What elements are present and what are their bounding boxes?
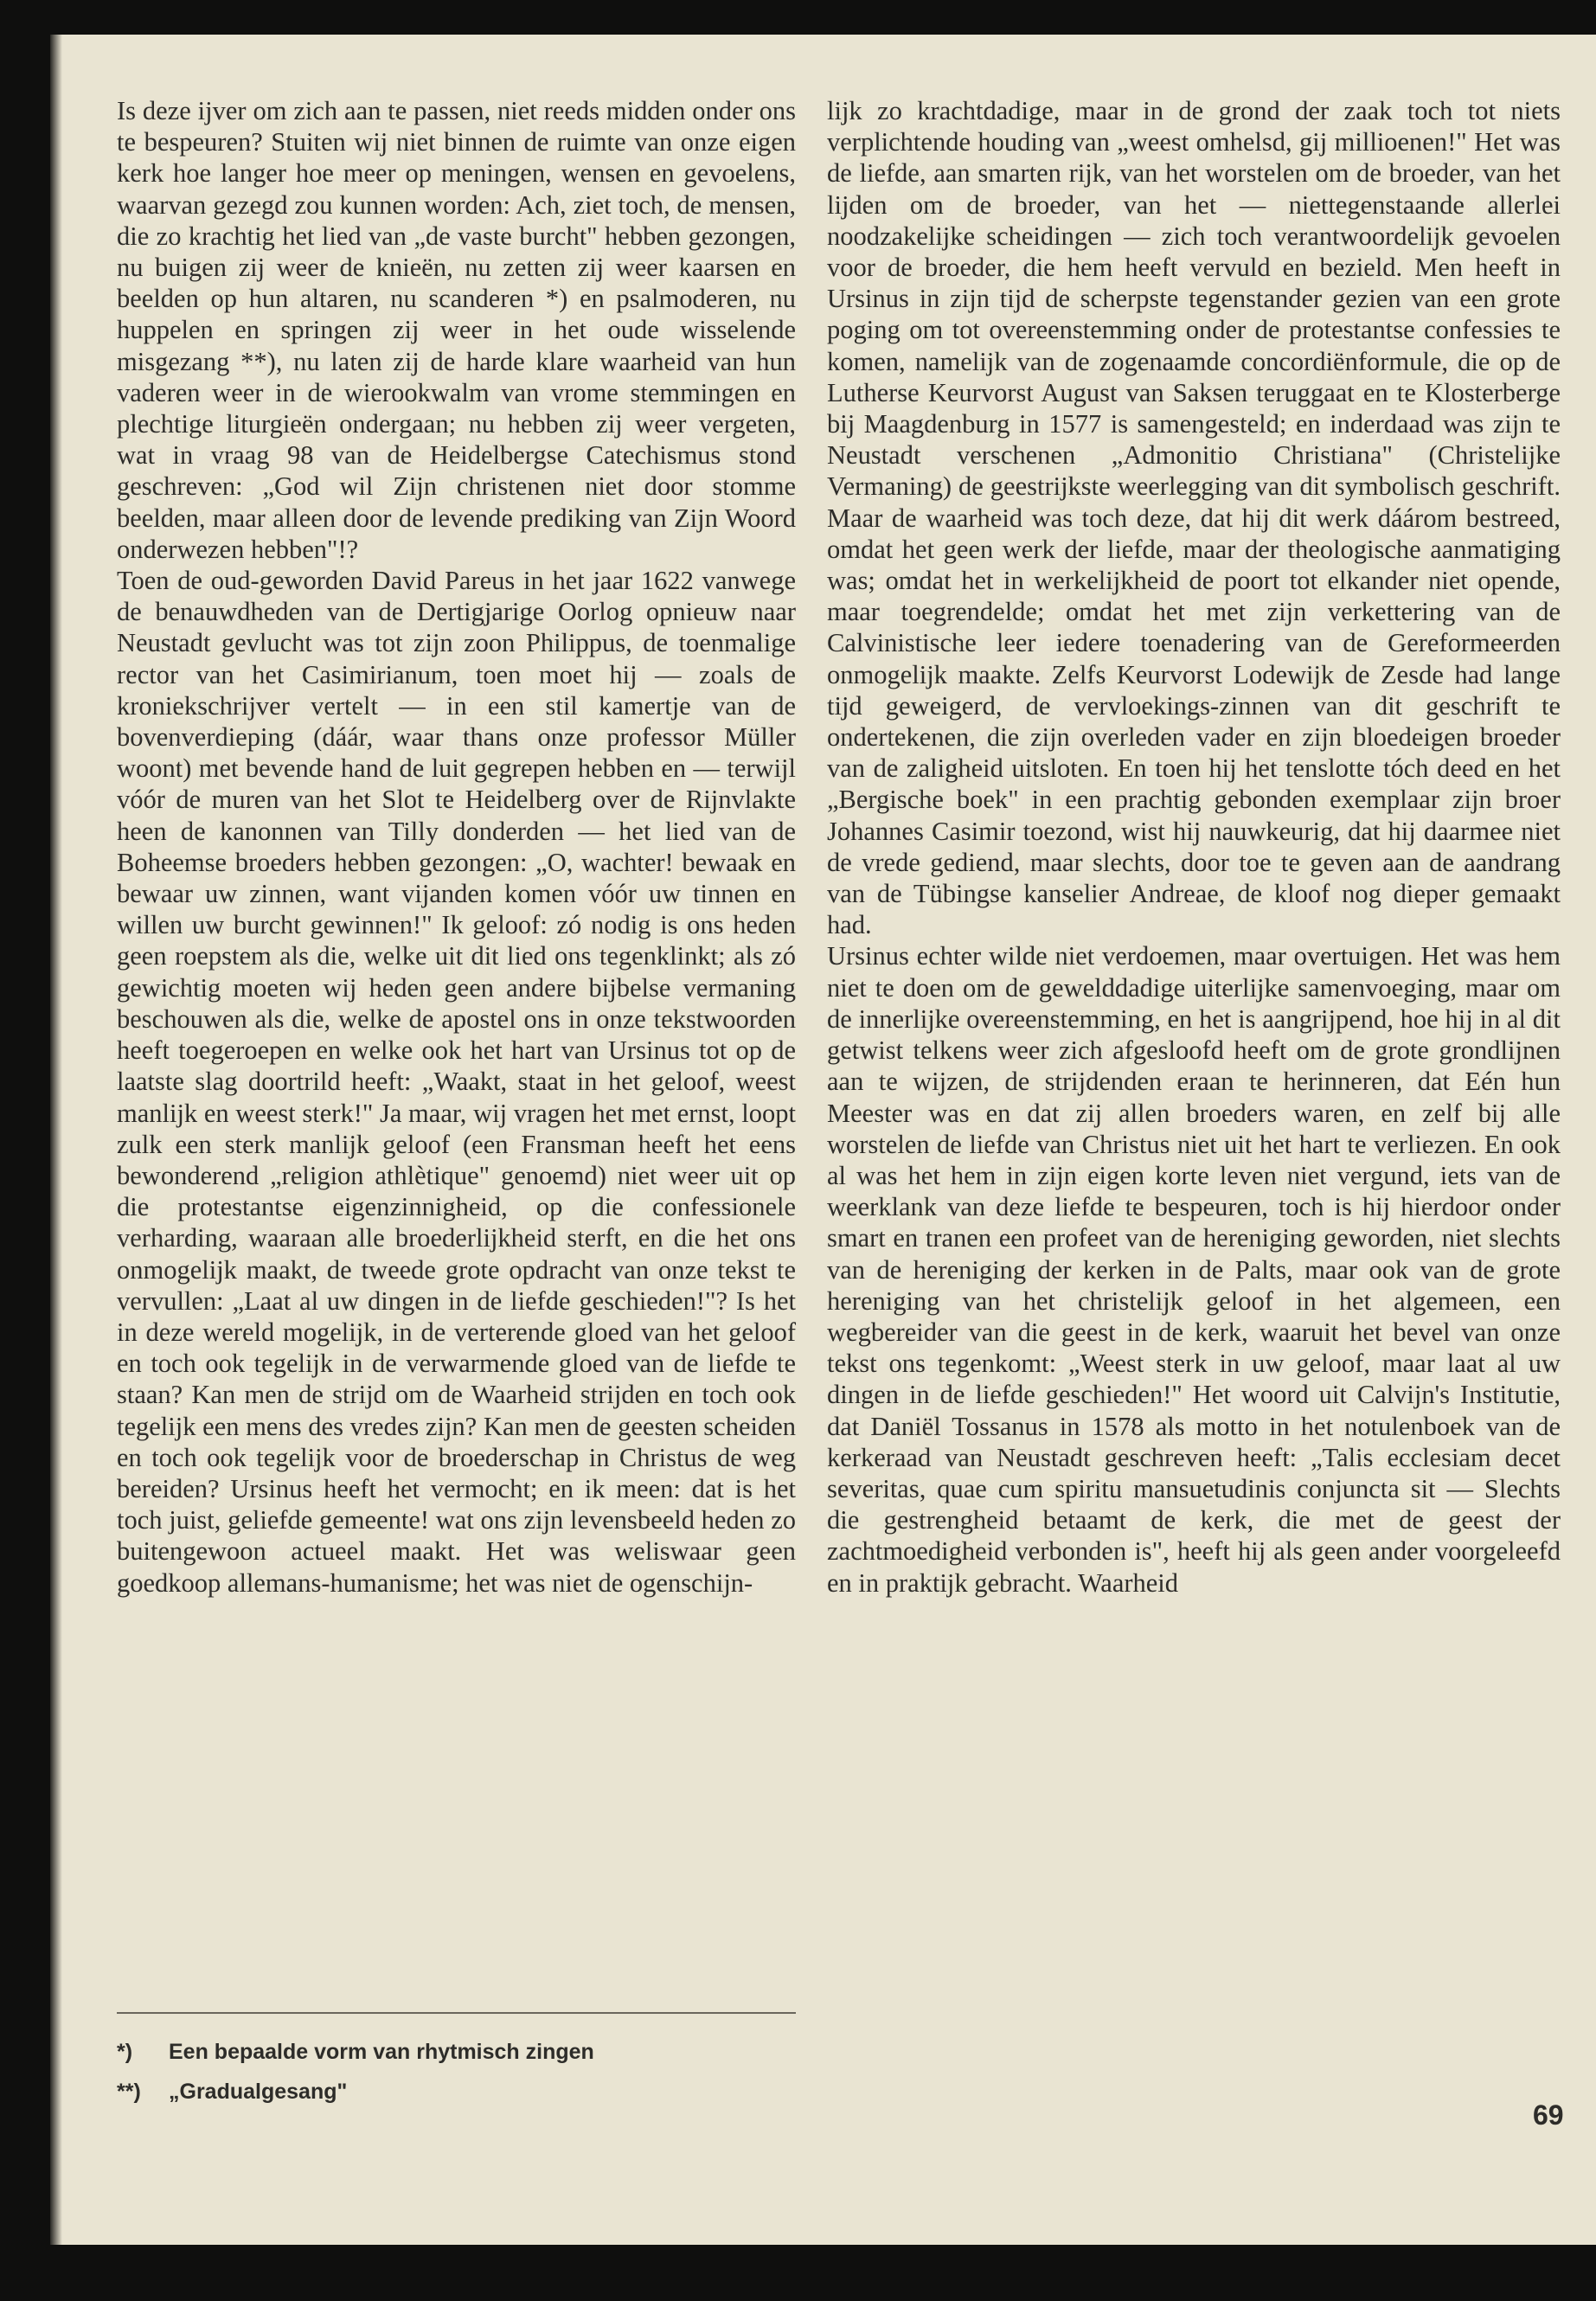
footnote-divider bbox=[117, 2012, 796, 2014]
paragraph: lijk zo krachtdadige, maar in de grond der zaak toch tot niets verplichtende houding van „weest omhelsd, gij millioenen!" Het was de liefde, aan smarten rijk, van het worstelen om de broeder, van het lijden om de broeder, van het — niettegenstaande allerlei noodzakelijke scheidingen — zich toch verantwoordelijk gevoelen voor de broeder, die hem heeft vervuld en bezield. Men heeft in Ursinus in zijn tijd de scherpste tegenstander gezien van een grote poging om tot overeenstemming onder de protestantse confessies te komen, namelijk van de zogenaamde concordiënformule, die op de Lutherse Keurvorst August van Saksen teruggaat en te Klosterberge bij Maagdenburg in 1577 is samengesteld; en inderdaad was zijn te Neustadt verschenen „Admonitio Christiana" (Christelijke Vermaning) de geestrijkste weerlegging van dit symbolisch geschrift. Maar de waarheid was toch deze, dat hij dit werk dáárom bestreed, omdat het geen werk der liefde, maar der theologische aanmatiging was; omdat het in werkelijkheid de poort tot elkander niet opende, maar toegrendelde; omdat het met zijn verkettering van de Calvinistische leer iedere toenadering van de Gereformeerden onmogelijk maakte. Zelfs Keurvorst Lodewijk de Zesde had lange tijd geweigerd, de vervloekings-zinnen van dit geschrift te ondertekenen, die zijn overleden vader en zijn bloedeigen broeder van de zaligheid uitsloten. En toen hij het tenslotte tóch deed en het „Bergische boek" in een prachtig gebonden exemplaar zijn broer Johannes Casimir toezond, wist hij nauwkeurig, dat hij daarmee niet de vrede gediend, maar slechts, door toe te geven aan de aandrang van de Tübingse kanselier Andreae, de kloof nog dieper gemaakt had. bbox=[827, 96, 1561, 940]
page-number: 69 bbox=[1533, 2099, 1564, 2131]
paragraph: Is deze ijver om zich aan te passen, niet reeds midden onder ons te bespeuren? Stuiten wij niet binnen de ruimte van onze eigen kerk hoe langer hoe meer op meningen, wensen en gevoelens, waarvan gezegd zou kunnen worden: Ach, ziet toch, de mensen, die zo krachtig het lied van „de vaste burcht" hebben gezongen, nu buigen zij weer de knieën, nu zetten zij weer kaarsen en beelden op hun altaren, nu scanderen *) en psalmoderen, nu huppelen en springen zij weer in het oude wisselende misgezang **), nu laten zij de harde klare waarheid van hun vaderen weer in de wierookwalm van vrome stemmingen en plechtige liturgieën ondergaan; nu hebben zij weer vergeten, wat in vraag 98 van de Heidelbergse Catechismus stond geschreven: „God wil Zijn christenen niet door stomme beelden, maar alleen door de levende prediking van Zijn Woord onderwezen hebben"!? bbox=[117, 96, 796, 564]
footnote bbox=[117, 2080, 796, 2105]
footnote-text: „Gradualgesang" bbox=[169, 2080, 348, 2104]
page bbox=[50, 35, 1596, 2245]
right-column bbox=[827, 95, 1561, 1599]
paragraph: Ursinus echter wilde niet verdoemen, maar overtuigen. Het was hem niet te doen om de gewelddadige uiterlijke samenvoeging, maar om de innerlijke overeenstemming, en het is aangrijpend, hoe hij in al dit getwist telkens weer zich afgesloofd heeft om de grote grondlijnen aan te wijzen, de strijdenden eraan te herinneren, dat Eén hun Meester was en dat zij allen broeders waren, en zelf bij alle worstelen de liefde van Christus niet uit het hart te verliezen. En ook al was het hem in zijn eigen korte leven niet vergund, iets van de weerklank van deze liefde te bespeuren, toch is hij hierdoor onder smart en tranen een profeet van de hereniging geworden, niet slechts van de hereniging der kerken in de Palts, maar ook van de grote hereniging van het christelijk geloof in het algemeen, een wegbereider van die geest in de kerk, waaruit het bevel van onze tekst ons tegenkomt: „Weest sterk in uw geloof, maar laat al uw dingen in de liefde geschieden!" Het woord uit Calvijn's Institutie, dat Daniël Tossanus in 1578 als motto in het notulenboek van de kerkeraad van Neustadt geschreven heeft: „Talis ecclesiam decet severitas, quae cum spiritu mansuetudinis conjuncta sit — Slechts die gestrengheid betaamt de kerk, die met de geest der zachtmoedigheid verbonden is", heeft hij als geen ander voorgeleefd en in praktijk gebracht. Waarheid bbox=[827, 941, 1561, 1598]
left-column bbox=[117, 95, 796, 1599]
paragraph: Toen de oud-geworden David Pareus in het jaar 1622 vanwege de benauwdheden van de Dertigjarige Oorlog opnieuw naar Neustadt gevlucht was tot zijn zoon Philippus, de toenmalige rector van het Casimirianum, toen moet hij — zoals de kroniekschrijver vertelt — in een stil kamertje van de bovenverdieping (dáár, waar thans onze professor Müller woont) met bevende hand de luit gegrepen hebben en — terwijl vóór de muren van het Slot te Heidelberg over de Rijnvlakte heen de kanonnen van Tilly donderden — het lied van de Boheemse broeders hebben gezongen: „O, wachter! bewaak en bewaar uw zinnen, want vijanden komen vóór uw tinnen en willen uw burcht gewinnen!" Ik geloof: zó nodig is ons heden geen roepstem als die, welke uit dit lied ons tegenklinkt; als zó gewichtig moeten wij heden geen andere bijbelse vermaning beschouwen als die, welke de apostel ons in onze tekstwoorden heeft toegeroepen en welke ook het hart van Ursinus tot op de laatste slag doortrild heeft: „Waakt, staat in het geloof, weest manlijk en weest sterk!" Ja maar, wij vragen het met ernst, loopt zulk een sterk manlijk geloof (een Fransman heeft het eens bewonderend „religion athlètique" genoemd) niet weer uit op die protestantse eigenzinnigheid, op die confessionele verharding, waaraan alle broederlijkheid sterft, en die het ons onmogelijk maakt, de tweede grote opdracht van onze tekst te vervullen: „Laat al uw dingen in de liefde geschieden!"? Is het in deze wereld mogelijk, in de verterende gloed van het geloof en toch ook tegelijk in de verwarmende gloed van de liefde te staan? Kan men de strijd om de Waarheid strijden en toch ook tegelijk een mens des vredes zijn? Kan men de geesten scheiden en toch ook tegelijk voor de broederschap in Christus de weg bereiden? Ursinus heeft het vermocht; en ik meen: dat is het toch juist, geliefde gemeente! wat ons zijn levensbeeld heden zo buitengewoon actueel maakt. Het was weliswaar geen goedkoop allemans-humanisme; het was niet de ogenschijn- bbox=[117, 566, 796, 1598]
footnote-mark: **) bbox=[117, 2080, 141, 2104]
footnote bbox=[117, 2040, 796, 2065]
footnote-text: Een bepaalde vorm van rhytmisch zingen bbox=[169, 2040, 594, 2064]
footnote-mark: *) bbox=[117, 2040, 133, 2064]
